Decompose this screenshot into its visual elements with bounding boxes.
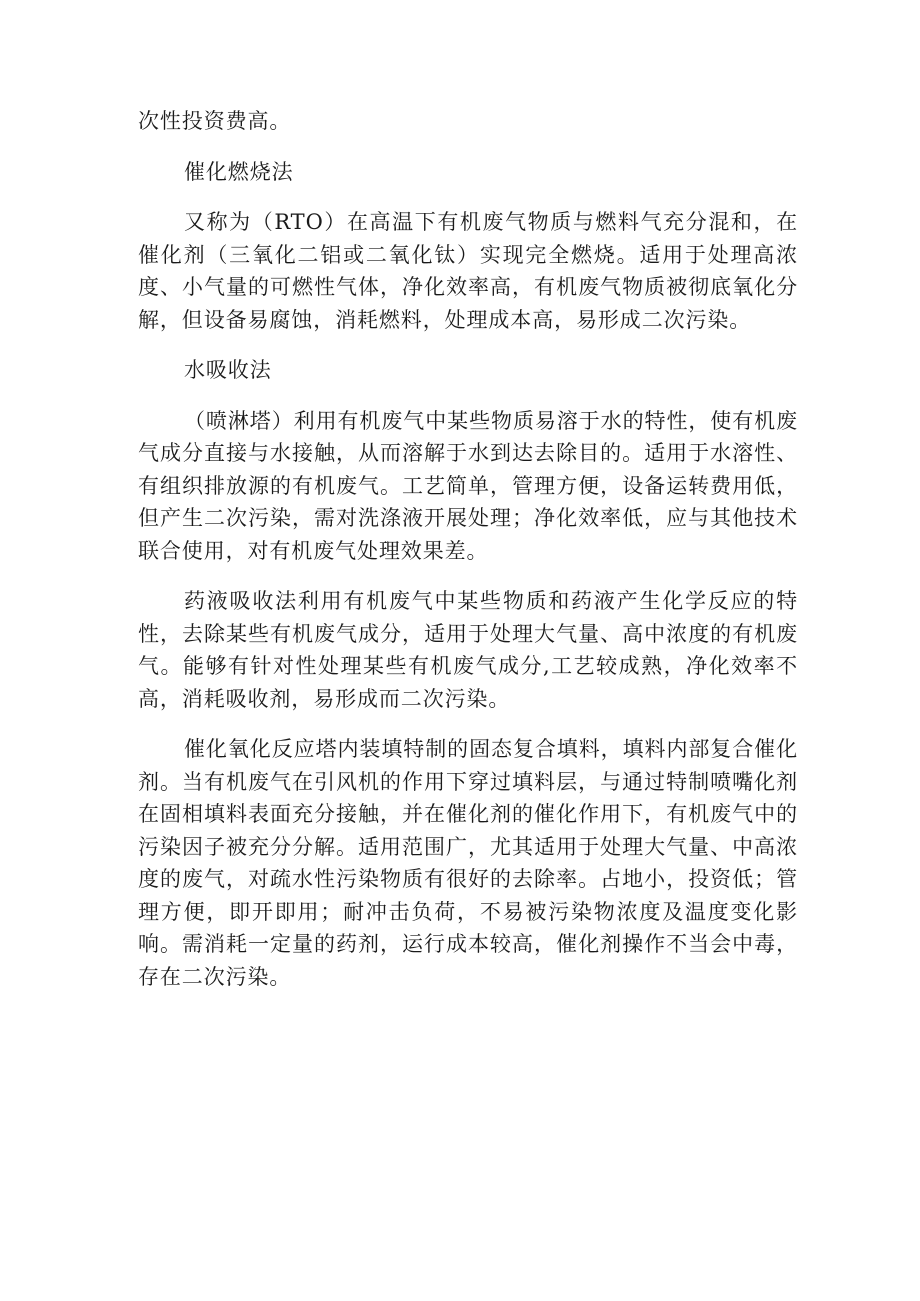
paragraph-catalytic-oxidation: 催化氧化反应塔内装填特制的固态复合填料，填料内部复合催化剂。当有机废气在引风机的作用下穿过填料层，与通过特制喷嘴化剂在固相填料表面充分接触，并在催化剂的催化作用下，有机废气中的污染因子被充分分解。适用范围广，尤其适用于处理大气量、中高浓度的废气，对疏水性污染物质有很好的去除率。占地小，投资低；管理方便，即开即用；耐冲击负荷，不易被污染物浓度及温度变化影响。需消耗一定量的药剂，运行成本较高，催化剂操作不当会中毒，存在二次污染。 [138, 737, 798, 989]
paragraph-water-absorption: （喷淋塔）利用有机废气中某些物质易溶于水的特性，使有机废气成分直接与水接触，从而溶解于水到达去除目的。适用于水溶性、有组织排放源的有机废气。工艺简单，管理方便，设备运转费用低，但产生二次污染，需对洗涤液开展处理；净化效率低，应与其他技术联合使用，对有机废气处理效果差。 [138, 408, 798, 563]
paragraph-continuation: 次性投资费高。 [138, 109, 292, 133]
section-heading-water-absorption: 水吸收法 [184, 358, 272, 382]
section-heading-catalytic-combustion: 催化燃烧法 [184, 159, 294, 184]
paragraph-chemical-absorption: 药液吸收法利用有机废气中某些物质和药液产生化学反应的特性，去除某些有机废气成分，适用于处理大气量、高中浓度的有机废气。能够有针对性处理某些有机废气成分,工艺较成熟，净化效率不高，消耗吸收剂，易形成而二次污染。 [138, 589, 798, 711]
paragraph-catalytic-combustion: 又称为（RTO）在高温下有机废气物质与燃料气充分混和，在催化剂（三氧化二铝或二氧化钛）实现完全燃烧。适用于处理高浓度、小气量的可燃性气体，净化效率高，有机废气物质被彻底氧化分解，但设备易腐蚀，消耗燃料，处理成本高，易形成二次污染。 [138, 210, 798, 332]
document-page [138, 105, 798, 993]
